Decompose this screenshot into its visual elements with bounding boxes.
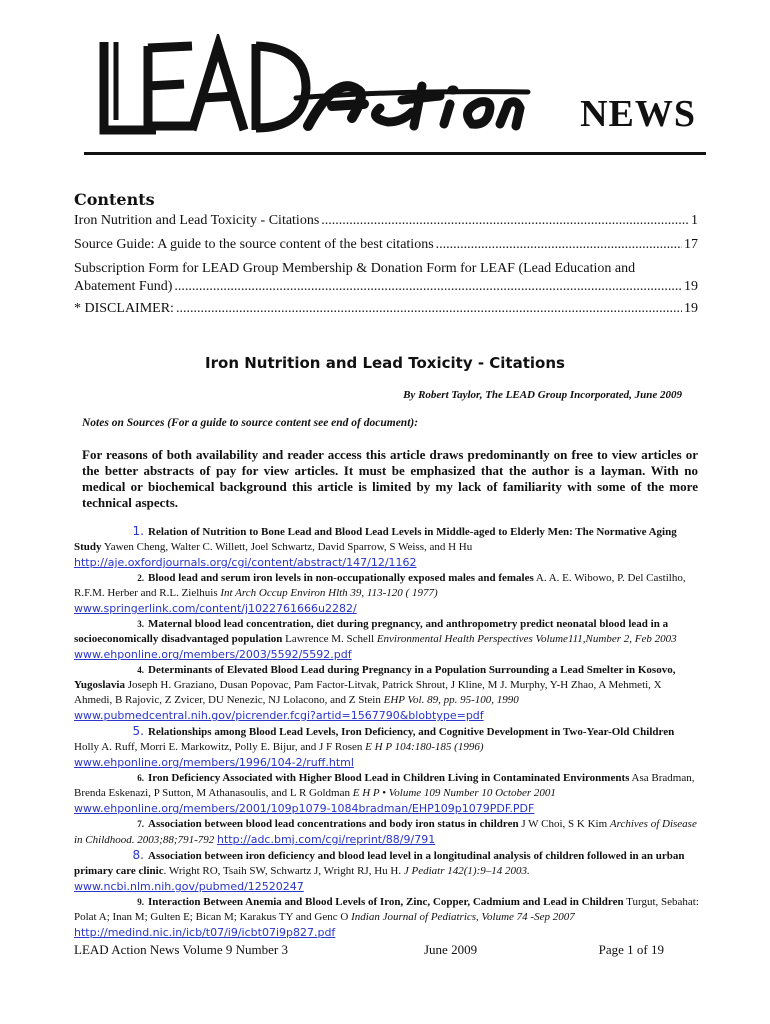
reference-link[interactable]: www.ehponline.org/members/1996/104-2/ruff.html xyxy=(74,756,354,769)
reference-title: Association between blood lead concentrations and body iron status in children xyxy=(148,818,519,830)
reference-source: EHP Vol. 89, pp. 95-100, 1990 xyxy=(383,694,519,706)
reference-authors: Joseph H. Graziano, Dusan Popovac, Pam Factor-Litvak, Patrick Shrout, J Kline, M J. Murphy, Y-H Zhao, A Mehmeti, X Ahmedi, B Rajovic, Z Zvicer, DU Nenezic, NJ Lolacono, and Z Stein xyxy=(74,679,662,706)
page-footer xyxy=(74,942,664,958)
reference-item xyxy=(74,771,700,817)
reference-authors: . Wright RO, Tsaih SW, Schwartz J, Wright RJ, Hu H. xyxy=(163,865,404,877)
toc-entry[interactable] xyxy=(74,236,698,254)
reference-authors: Holly A. Ruff, Morri E. Markowitz, Polly E. Bijur, and J F Rosen xyxy=(74,741,366,753)
reference-number: 8. xyxy=(132,848,144,862)
toc-entry[interactable] xyxy=(74,300,698,318)
byline: By Robert Taylor, The LEAD Group Incorporated, June 2009 xyxy=(403,389,682,401)
reference-item xyxy=(74,848,700,895)
reference-item xyxy=(74,663,700,724)
reference-number: 6. xyxy=(137,773,144,783)
toc-page: 17 xyxy=(684,237,698,252)
reference-source: J Pediatr 142(1):9–14 2003. xyxy=(403,865,530,877)
toc-page: 1 xyxy=(691,213,698,228)
reference-source: Int Arch Occup Environ Hlth 39, 113-120 ( 1977) xyxy=(220,587,438,599)
reference-title: Iron Deficiency Associated with Higher Blood Lead in Children Living in Contaminated Environments xyxy=(148,772,630,784)
reference-link[interactable]: http://adc.bmj.com/cgi/reprint/88/9/791 xyxy=(217,833,436,846)
reference-source: Environmental Health Perspectives Volume111,Number 2, Feb 2003 xyxy=(376,633,677,645)
article-title: Iron Nutrition and Lead Toxicity - Citations xyxy=(205,354,565,372)
reference-source: Indian Journal of Pediatrics, Volume 74 -Sep 2007 xyxy=(351,911,575,923)
reference-source: E H P 104:180-185 (1996) xyxy=(365,741,484,753)
reference-list xyxy=(74,524,700,941)
reference-authors: Turgut, Sebahat: Polat A; Inan M; Gulten E; Bican M; Karakus TY and Genc O xyxy=(74,896,699,923)
news-wordmark: NEWS xyxy=(580,93,696,135)
toc-title: Iron Nutrition and Lead Toxicity - Citations xyxy=(74,213,320,228)
toc-page: 19 xyxy=(684,301,698,316)
reference-link[interactable]: www.springerlink.com/content/j1022761666u2282/ xyxy=(74,602,357,615)
toc-title: Abatement Fund) xyxy=(74,279,173,294)
toc-title-line1: Subscription Form for LEAD Group Membership & Donation Form for LEAF (Lead Education and xyxy=(74,261,636,276)
reference-item xyxy=(74,895,700,941)
reference-link[interactable]: www.ehponline.org/members/2001/109p1079-1084bradman/EHP109p1079PDF.PDF xyxy=(74,802,535,815)
reference-item xyxy=(74,617,700,663)
contents-heading: Contents xyxy=(74,190,155,209)
masthead-rule xyxy=(84,152,706,155)
reference-authors: Asa Bradman, Brenda Eskenazi, P Sutton, M Athanasoulis, and L R Goldman xyxy=(74,772,695,799)
reference-authors: J W Choi, S K Kim xyxy=(518,818,610,830)
reference-number: 3. xyxy=(137,619,144,629)
reference-number: 7. xyxy=(137,819,144,829)
masthead-logo xyxy=(96,34,716,146)
reference-authors: Lawrence M. Schell xyxy=(282,633,377,645)
reference-link[interactable]: www.pubmedcentral.nih.gov/picrender.fcgi?artid=1567790&blobtype=pdf xyxy=(74,709,484,722)
toc-entry[interactable] xyxy=(74,212,698,230)
reference-authors: Yawen Cheng, Walter C. Willett, Joel Schwartz, David Sparrow, S Weiss, and H Hu xyxy=(101,541,473,553)
reference-title: Determinants of Elevated Blood Lead during Pregnancy in a Population Surrounding a Lead Smelter in Kosovo, Yugoslavia xyxy=(74,664,676,691)
reference-title: Blood lead and serum iron levels in non-occupationally exposed males and females xyxy=(148,572,534,584)
reference-link[interactable]: www.ncbi.nlm.nih.gov/pubmed/12520247 xyxy=(74,880,304,893)
footer-page-number: Page 1 of 19 xyxy=(598,942,664,957)
reference-title: Relation of Nutrition to Bone Lead and Blood Lead Levels in Middle-aged to Elderly Men: The Normative Aging Study xyxy=(74,526,677,553)
reference-item xyxy=(74,724,700,771)
reference-item xyxy=(74,524,700,571)
footer-date: June 2009 xyxy=(424,942,478,957)
toc-page: 19 xyxy=(684,279,698,294)
reference-item xyxy=(74,817,700,848)
reference-number: 5. xyxy=(132,724,144,738)
reference-number: 9. xyxy=(137,897,144,907)
reference-link[interactable]: http://medind.nic.in/icb/t07/i9/icbt07i9p827.pdf xyxy=(74,926,336,939)
intro-paragraph: For reasons of both availability and reader access this article draws predominantly on free to view articles or the better abstracts of pay for view articles. It must be emphasized that the author is a layman. With no medical or biochemical background this article is limited by my lack of familiarity with some of the more technical aspects. xyxy=(82,447,698,510)
reference-title: Association between iron deficiency and blood lead level in a longitudinal analysis of children followed in an urban primary care clinic xyxy=(74,850,685,877)
reference-source: Archives of Disease in Childhood. 2003;88;791-792 xyxy=(74,818,697,846)
reference-title: Interaction Between Anemia and Blood Levels of Iron, Zinc, Copper, Cadmium and Lead in Children xyxy=(148,896,624,908)
reference-number: 1. xyxy=(132,524,144,538)
reference-link[interactable]: http://aje.oxfordjournals.org/cgi/content/abstract/147/12/1162 xyxy=(74,556,417,569)
reference-number: 4. xyxy=(137,665,144,675)
reference-title: Relationships among Blood Lead Levels, Iron Deficiency, and Cognitive Development in Two-Year-Old Children xyxy=(148,726,675,738)
toc-entry[interactable] xyxy=(74,260,698,296)
reference-item xyxy=(74,571,700,617)
reference-source: E H P • Volume 109 Number 10 October 2001 xyxy=(352,787,556,799)
toc-title: * DISCLAIMER: xyxy=(74,301,174,316)
footer-publication: LEAD Action News Volume 9 Number 3 xyxy=(74,942,288,957)
notes-on-sources: Notes on Sources (For a guide to source content see end of document): xyxy=(82,417,419,429)
reference-link[interactable]: www.ehponline.org/members/2003/5592/5592.pdf xyxy=(74,648,352,661)
reference-authors: A. A. E. Wibowo, P. Del Castilho, R.F.M. Herber and R.L. Zielhuis xyxy=(74,572,686,599)
toc-title: Source Guide: A guide to the source content of the best citations xyxy=(74,237,434,252)
reference-title: Maternal blood lead concentration, diet during pregnancy, and anthropometry predict neonatal blood lead in a socioeconomically disadvantaged population xyxy=(74,618,669,645)
reference-number: 2. xyxy=(137,573,144,583)
